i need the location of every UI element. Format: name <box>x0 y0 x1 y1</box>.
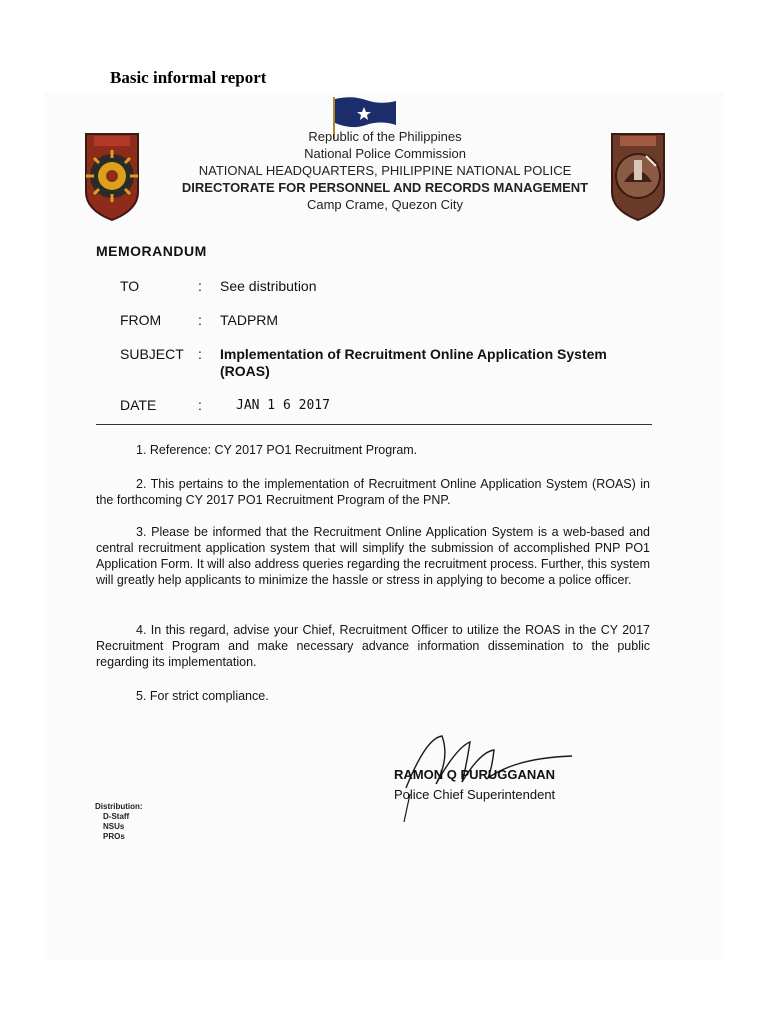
pnp-seal-icon <box>80 130 144 222</box>
paragraph-text: 1. Reference: CY 2017 PO1 Recruitment Program. <box>136 443 418 457</box>
signatory-name: RAMON Q PURUGGANAN <box>394 767 556 782</box>
letterhead-directorate: DIRECTORATE FOR PERSONNEL AND RECORDS MANAGEMENT <box>181 180 589 195</box>
distribution-item: D-Staff <box>103 812 130 821</box>
header-divider <box>96 424 652 425</box>
page-title: Basic informal report <box>110 68 267 87</box>
paragraph-text: 5. For strict compliance. <box>136 689 269 703</box>
paragraph-description <box>96 524 650 588</box>
distribution-item: NSUs <box>103 822 125 831</box>
subject-label: SUBJECT <box>120 346 184 362</box>
paragraph-purpose <box>96 476 650 508</box>
to-label: TO <box>120 278 140 294</box>
to-value: See distribution <box>220 278 317 294</box>
date-label: DATE <box>120 397 157 413</box>
paragraph-reference <box>96 442 650 458</box>
colon: : <box>198 397 202 413</box>
memo-heading: MEMORANDUM <box>96 243 207 259</box>
letterhead-republic: Republic of the Philippines <box>308 129 462 144</box>
signatory-title: Police Chief Superintendent <box>394 787 556 802</box>
letterhead-napolcom: National Police Commission <box>304 146 466 161</box>
subject-value: Implementation of Recruitment Online Application System (ROAS) <box>220 346 607 379</box>
paragraph-directive <box>96 622 650 670</box>
letterhead <box>140 128 630 213</box>
distribution-list <box>95 802 143 842</box>
paragraph-text: 2. This pertains to the implementation of Recruitment Online Application System (ROAS) in the forthcoming CY 2017 PO1 Recruitment Program of the PNP. <box>96 477 650 507</box>
colon: : <box>198 278 202 294</box>
colon: : <box>198 312 202 328</box>
paragraph-text: 4. In this regard, advise your Chief, Recruitment Officer to utilize the ROAS in the CY 2017 Recruitment Program and make necessary advance information dissemination to the public regarding its implementation. <box>96 623 650 669</box>
from-label: FROM <box>120 312 162 328</box>
letterhead-nhq: NATIONAL HEADQUARTERS, PHILIPPINE NATIONAL POLICE <box>198 163 572 178</box>
from-value: TADPRM <box>220 312 279 328</box>
distribution-label: Distribution: <box>95 802 143 811</box>
colon: : <box>198 346 202 362</box>
paragraph-text: 3. Please be informed that the Recruitment Online Application System is a web-based and central recruitment application system that will simplify the submission of accomplished PNP PO1 Application Form. It will also address queries regarding the recruitment process. Further, this system will greatly help applicants to minimize the hassle or stress in applying to become a police officer. <box>96 525 650 587</box>
paragraph-compliance <box>96 688 650 704</box>
distribution-item: PROs <box>103 832 125 841</box>
letterhead-location: Camp Crame, Quezon City <box>306 197 464 212</box>
date-stamp: JAN 1 6 2017 <box>236 398 330 413</box>
